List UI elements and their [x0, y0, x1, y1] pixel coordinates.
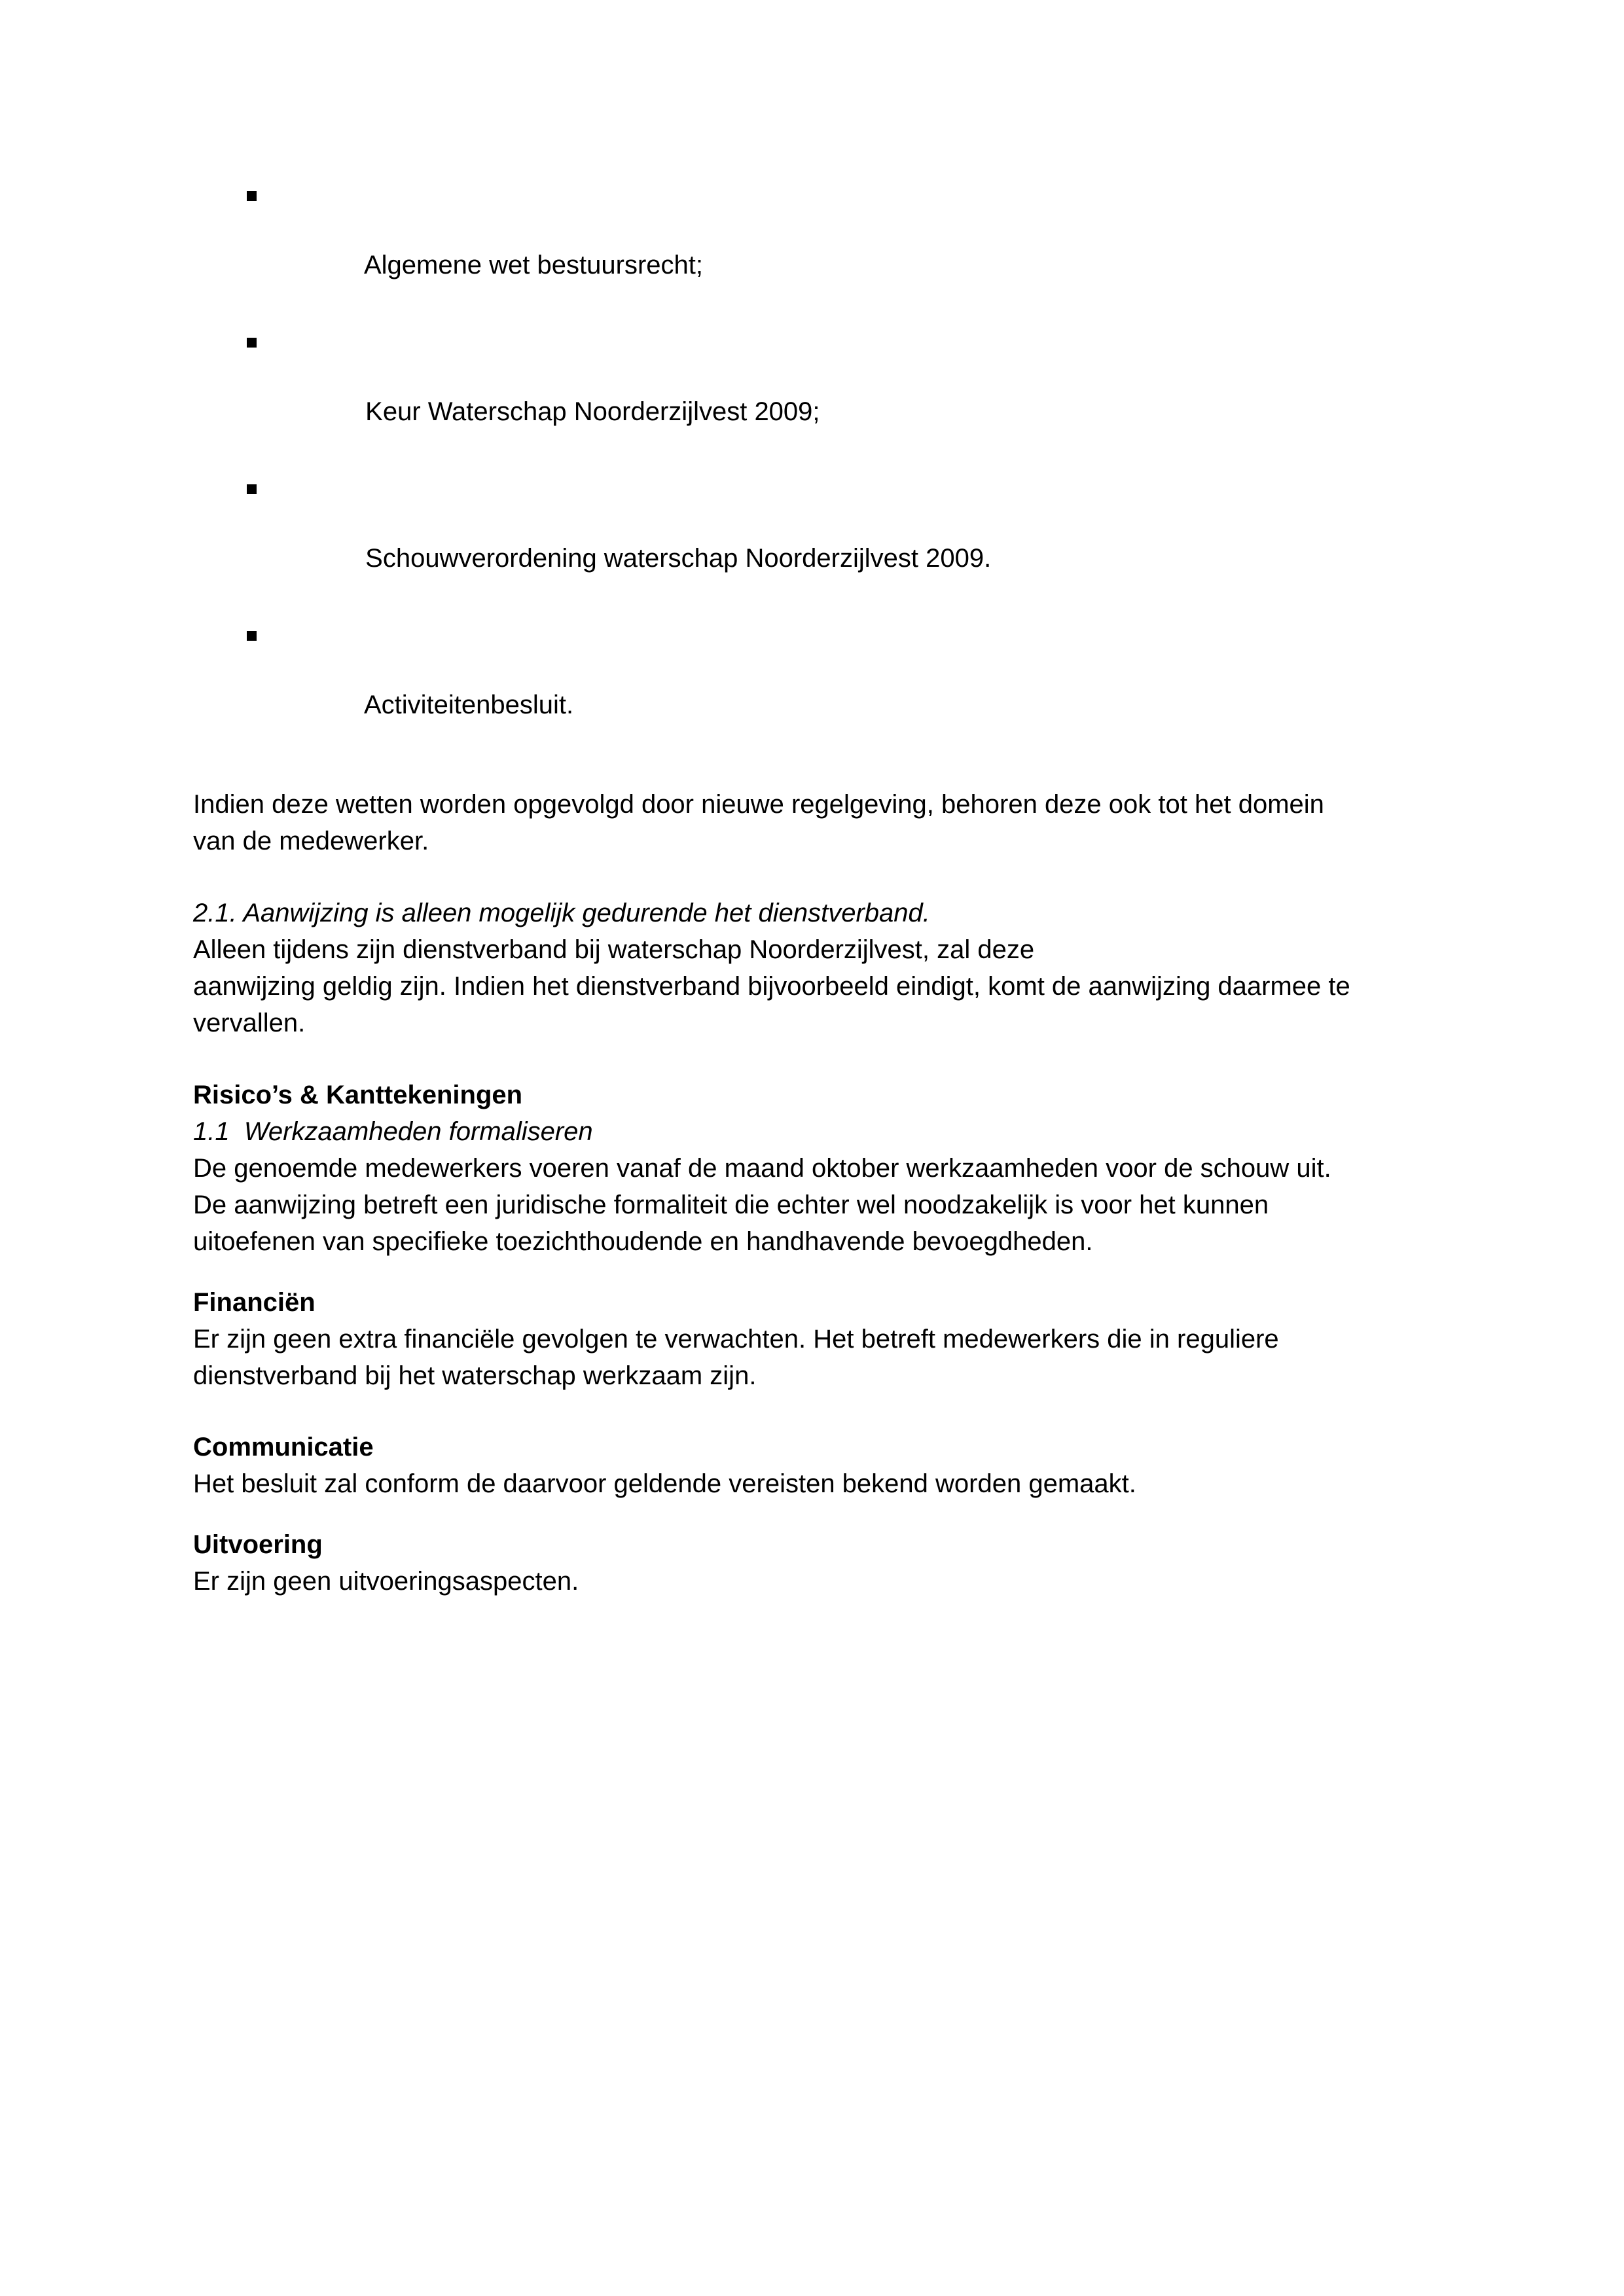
list-item	[193, 467, 1463, 613]
section-uitvoering-body	[193, 1563, 1463, 1600]
section-communicatie-body	[193, 1465, 1463, 1502]
text-line: De aanwijzing betreft een juridische formaliteit die echter wel noodzakelijk is voor het kunnen	[193, 1191, 1269, 1219]
section-financien	[193, 1284, 1463, 1394]
intro-paragraph	[193, 786, 1463, 859]
text-line: dienstverband bij het waterschap werkzaam zijn.	[193, 1361, 757, 1390]
list-item	[193, 173, 1463, 320]
section-uitvoering	[193, 1526, 1463, 1600]
section-2-1-body	[193, 931, 1463, 1041]
text-line: vervallen.	[193, 1009, 306, 1037]
list-item	[193, 613, 1463, 760]
text-line: aanwijzing geldig zijn. Indien het dienstverband bijvoorbeeld eindigt, komt de aanwijzing daarmee te	[193, 972, 1350, 1001]
bullet-square-icon	[247, 191, 257, 201]
list-item-text: Activiteitenbesluit.	[363, 691, 574, 719]
section-heading-risicos: Risico’s & Kanttekeningen	[193, 1081, 523, 1109]
section-communicatie	[193, 1429, 1463, 1502]
list-item-text: Algemene wet bestuursrecht;	[363, 251, 703, 279]
subsection-heading-1-1: 1.1 Werkzaamheden formaliseren	[193, 1117, 593, 1146]
document-content	[193, 173, 1463, 1600]
text-line: Alleen tijdens zijn dienstverband bij waterschap Noorderzijlvest, zal deze	[193, 935, 1035, 964]
section-heading-uitvoering: Uitvoering	[193, 1530, 323, 1559]
list-item	[193, 320, 1463, 467]
section-heading-financien: Financiën	[193, 1288, 316, 1317]
section-financien-body	[193, 1321, 1463, 1394]
legal-framework-list	[193, 173, 1463, 760]
bullet-square-icon	[247, 338, 257, 348]
text-line: Het besluit zal conform de daarvoor geldende vereisten bekend worden gemaakt.	[193, 1469, 1136, 1498]
text-line: Er zijn geen extra financiële gevolgen te verwachten. Het betreft medewerkers die in reguliere	[193, 1325, 1279, 1354]
list-item-text: Schouwverordening waterschap Noorderzijlvest 2009.	[365, 544, 992, 573]
section-risicos-body	[193, 1150, 1463, 1260]
text-line: uitoefenen van specifieke toezichthoudende en handhavende bevoegdheden.	[193, 1227, 1093, 1256]
bullet-square-icon	[247, 484, 257, 494]
text-line: Indien deze wetten worden opgevolgd door nieuwe regelgeving, behoren deze ook tot het domein	[193, 790, 1324, 819]
text-line: van de medewerker.	[193, 827, 429, 855]
subsection-heading-2-1: 2.1. Aanwijzing is alleen mogelijk gedurende het dienstverband.	[193, 899, 930, 927]
text-line: Er zijn geen uitvoeringsaspecten.	[193, 1567, 579, 1596]
bullet-square-icon	[247, 631, 257, 641]
section-heading-communicatie: Communicatie	[193, 1433, 374, 1462]
section-2-1	[193, 895, 1463, 1041]
section-risicos	[193, 1077, 1463, 1260]
text-line: De genoemde medewerkers voeren vanaf de maand oktober werkzaamheden voor de schouw uit.	[193, 1154, 1331, 1183]
list-item-text: Keur Waterschap Noorderzijlvest 2009;	[365, 397, 820, 426]
